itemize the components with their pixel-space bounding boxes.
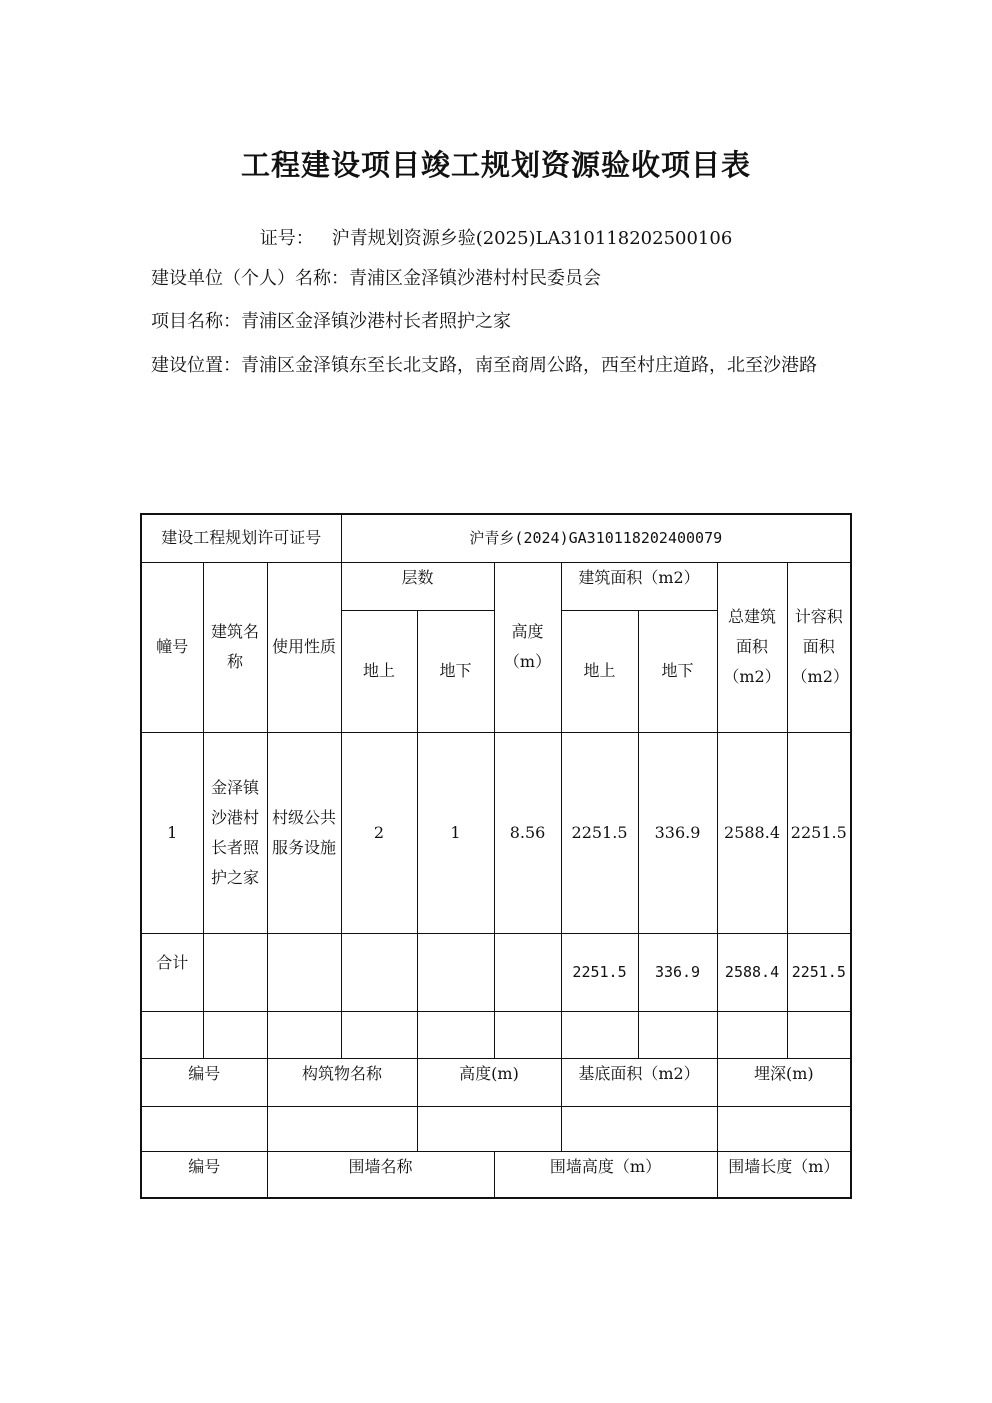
permit-label: 建设工程规划许可证号 <box>141 514 341 562</box>
total-empty-cell <box>267 933 341 1011</box>
structure-header-no: 编号 <box>141 1058 267 1106</box>
wall-header-length: 围墙长度（m） <box>717 1151 851 1198</box>
header-floors-above: 地上 <box>341 610 417 732</box>
blank-cell <box>203 1011 267 1058</box>
structure-blank-cell <box>717 1106 851 1151</box>
structure-blank-cell <box>141 1106 267 1151</box>
header-area-above: 地上 <box>561 610 638 732</box>
header-area: 建筑面积（m2） <box>561 562 717 610</box>
structure-header-row <box>141 1058 851 1106</box>
blank-cell <box>267 1011 341 1058</box>
certificate-value: 沪青规划资源乡验(2025)LA310118202500106 <box>331 228 733 249</box>
construction-unit-value: 青浦区金泽镇沙港村村民委员会 <box>349 268 601 289</box>
wall-header-name: 围墙名称 <box>267 1151 494 1198</box>
blank-cell <box>341 1011 417 1058</box>
total-empty-cell <box>341 933 417 1011</box>
permit-value: 沪青乡(2024)GA310118202400079 <box>341 514 851 562</box>
blank-row <box>141 1011 851 1058</box>
structure-header-depth: 埋深(m) <box>717 1058 851 1106</box>
acceptance-table <box>140 513 852 1199</box>
structure-blank-cell <box>417 1106 561 1151</box>
header-area-below: 地下 <box>638 610 717 732</box>
permit-row <box>141 514 851 562</box>
total-total-area: 2588.4 <box>717 933 787 1011</box>
blank-cell <box>141 1011 203 1058</box>
total-area-above: 2251.5 <box>561 933 638 1011</box>
wall-header-height: 围墙高度（m） <box>494 1151 717 1198</box>
total-empty-cell <box>494 933 561 1011</box>
header-height: 高度（m） <box>494 562 561 732</box>
row-height: 8.56 <box>494 732 561 933</box>
structure-blank-row <box>141 1106 851 1151</box>
project-name-value: 青浦区金泽镇沙港村长者照护之家 <box>241 311 511 332</box>
project-name <box>151 308 841 336</box>
total-row <box>141 933 851 1011</box>
row-floors-above: 2 <box>341 732 417 933</box>
row-building-name: 金泽镇沙港村长者照护之家 <box>203 732 267 933</box>
construction-unit <box>151 265 841 293</box>
header-building-name: 建筑名称 <box>203 562 267 732</box>
project-name-label: 项目名称： <box>151 311 241 332</box>
total-empty-cell <box>417 933 494 1011</box>
header-building-no: 幢号 <box>141 562 203 732</box>
total-empty-cell <box>203 933 267 1011</box>
total-area-below: 336.9 <box>638 933 717 1011</box>
wall-header-no: 编号 <box>141 1151 267 1198</box>
row-building-no: 1 <box>141 732 203 933</box>
structure-blank-cell <box>561 1106 717 1151</box>
row-usage: 村级公共服务设施 <box>267 732 341 933</box>
table-row <box>141 732 851 933</box>
row-floors-below: 1 <box>417 732 494 933</box>
header-far-area: 计容积面积（m2） <box>787 562 851 732</box>
total-far-area: 2251.5 <box>787 933 851 1011</box>
blank-cell <box>717 1011 787 1058</box>
header-floors: 层数 <box>341 562 494 610</box>
blank-cell <box>787 1011 851 1058</box>
structure-header-height: 高度(m) <box>417 1058 561 1106</box>
wall-header-row <box>141 1151 851 1198</box>
row-total-area: 2588.4 <box>717 732 787 933</box>
construction-location-value: 青浦区金泽镇东至长北支路，南至商周公路，西至村庄道路，北至沙港路 <box>241 355 817 376</box>
structure-header-base-area: 基底面积（m2） <box>561 1058 717 1106</box>
construction-location <box>151 352 841 380</box>
document-title: 工程建设项目竣工规划资源验收项目表 <box>240 148 751 182</box>
blank-cell <box>561 1011 638 1058</box>
total-label: 合计 <box>141 933 203 1011</box>
structure-header-name: 构筑物名称 <box>267 1058 417 1106</box>
header-usage: 使用性质 <box>267 562 341 732</box>
row-area-below: 336.9 <box>638 732 717 933</box>
construction-location-label: 建设位置： <box>151 355 241 376</box>
row-far-area: 2251.5 <box>787 732 851 933</box>
blank-cell <box>494 1011 561 1058</box>
header-row-1 <box>141 562 851 610</box>
blank-cell <box>638 1011 717 1058</box>
certificate-number <box>0 224 992 250</box>
blank-cell <box>417 1011 494 1058</box>
structure-blank-cell <box>267 1106 417 1151</box>
certificate-label: 证号： <box>259 228 314 249</box>
construction-unit-label: 建设单位（个人）名称： <box>151 268 349 289</box>
row-area-above: 2251.5 <box>561 732 638 933</box>
header-total-area: 总建筑面积（m2） <box>717 562 787 732</box>
header-floors-below: 地下 <box>417 610 494 732</box>
